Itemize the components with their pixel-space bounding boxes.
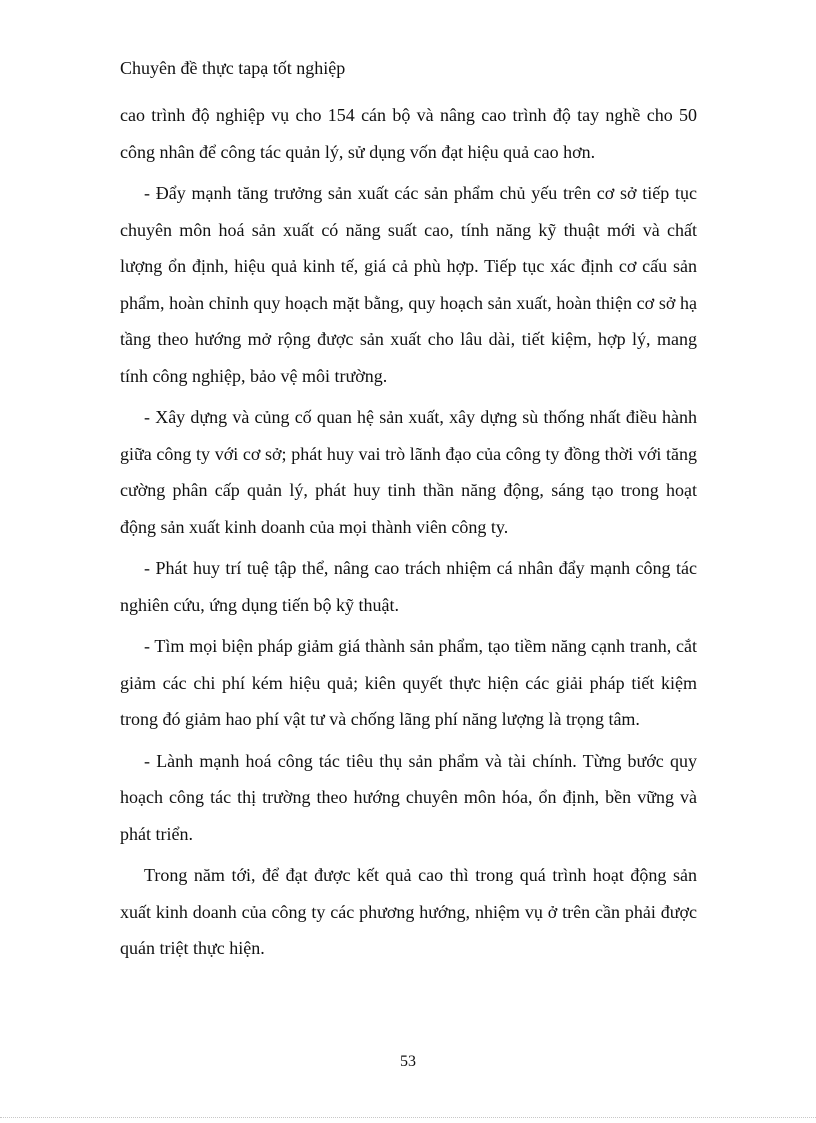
paragraph-production-relations: - Xây dựng và củng cố quan hệ sản xuất, xây dựng sù thống nhất điều hành giữa công ty với cơ sở; phát huy vai trò lãnh đạo của công ty đồng thời với tăng cường phân cấp quản lý, phát huy tinh thần năng động, sáng tạo trong hoạt động sản xuất kinh doanh của mọi thành viên công ty.	[120, 407, 697, 537]
paragraph-collective-intelligence: - Phát huy trí tuệ tập thể, nâng cao trách nhiệm cá nhân đẩy mạnh công tác nghiên cứu, ứng dụng tiến bộ kỹ thuật.	[120, 558, 697, 615]
paragraph-cost-reduction: - Tìm mọi biện pháp giảm giá thành sản phẩm, tạo tiềm năng cạnh tranh, cắt giảm các chi phí kém hiệu quả; kiên quyết thực hiện các giải pháp tiết kiệm trong đó giảm hao phí vật tư và chống lãng phí năng lượng là trọng tâm.	[120, 636, 697, 729]
page-header: Chuyên đề thực tapạ tốt nghiệp	[120, 58, 346, 78]
paragraph-sales-finance: - Lành mạnh hoá công tác tiêu thụ sản phẩm và tài chính. Từng bước quy hoạch công tác thị trường theo hướng chuyên môn hóa, ổn định, bền vững và phát triển.	[120, 750, 697, 844]
footer-divider	[0, 1117, 816, 1118]
body-text	[120, 97, 697, 972]
paragraph-continuation: cao trình độ nghiệp vụ cho 154 cán bộ và nâng cao trình độ tay nghề cho 50 công nhân để công tác quản lý, sử dụng vốn đạt hiệu quả cao hơn.	[120, 105, 697, 162]
paragraph-production-growth: - Đẩy mạnh tăng trưởng sản xuất các sản phẩm chủ yếu trên cơ sở tiếp tục chuyên môn hoá sản xuất có năng suất cao, tính năng kỹ thuật mới và chất lượng ổn định, hiệu quả kinh tế, giá cả phù hợp. Tiếp tục xác định cơ cấu sản phẩm, hoàn chỉnh quy hoạch mặt bằng, quy hoạch sản xuất, hoàn thiện cơ sở hạ tầng theo hướng mở rộng được sản xuất cho lâu dài, tiết kiệm, hợp lý, mang tính công nghiệp, bảo vệ môi trường.	[120, 183, 697, 386]
paragraph-conclusion: Trong năm tới, để đạt được kết quả cao thì trong quá trình hoạt động sản xuất kinh doanh của công ty các phương hướng, nhiệm vụ ở trên cần phải được quán triệt thực hiện.	[120, 865, 697, 958]
page-number: 53	[400, 1053, 416, 1070]
